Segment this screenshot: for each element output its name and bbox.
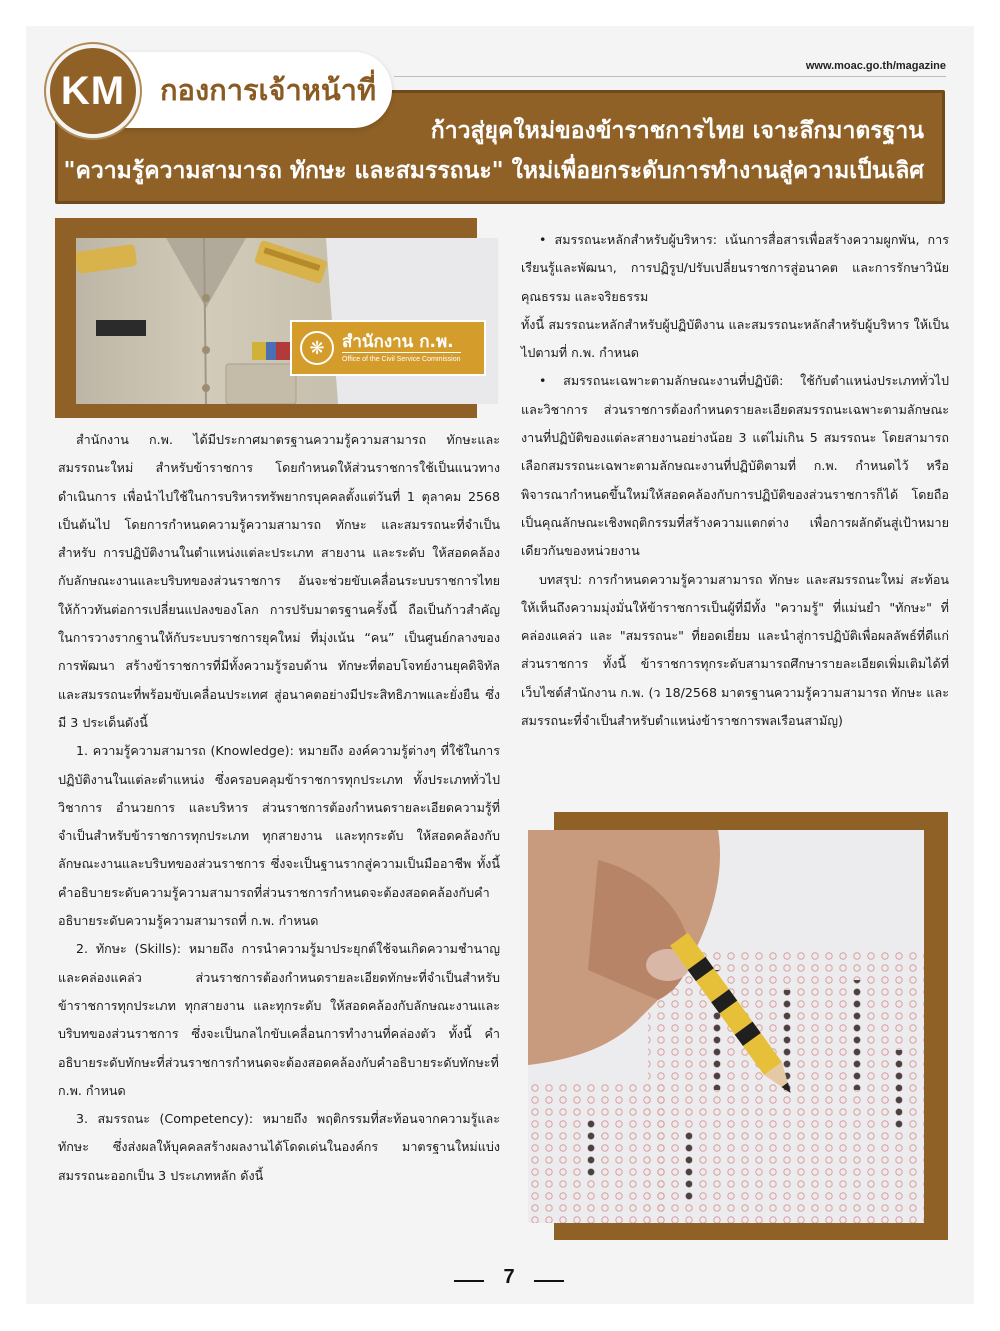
article-title-line2: "ความรู้ความสามารถ ทักษะ และสมรรถนะ" ใหม่เพื่อยกระดับการทำงานสู่ความเป็นเลิศ bbox=[63, 158, 924, 184]
executive-competency-bullet: • สมรรถนะหลักสำหรับผู้บริหาร: เน้นการสื่อสารเพื่อสร้างความผูกพัน, การเรียนรู้และพัฒนา, การปฏิรูป/ปรับเปลี่ยนราชการสู่อนาคต และการรักษาวินัย คุณธรรม และจริยธรรม bbox=[521, 232, 949, 304]
header-divider bbox=[394, 76, 946, 77]
competency-paragraph: 3. สมรรถนะ (Competency): หมายถึง พฤติกรรมที่สะท้อนจากความรู้และทักษะ ซึ่งส่งผลให้บุคคลสร้างผลงานได้โดดเด่นในองค์กร มาตรฐานใหม่แบ่งสมรรถนะออกเป็น 3 ประเภทหลัก ดังนี้ bbox=[58, 1111, 500, 1183]
skills-paragraph: 2. ทักษะ (Skills): หมายถึง การนำความรู้มาประยุกต์ใช้จนเกิดความชำนาญและคล่องแคล่ว ส่วนราชการต้องกำหนดรายละเอียดทักษะที่จำเป็นสำหรับข้าราชการทุกประเภท ทุกสายงาน และทุกระดับ ให้สอดคล้องกับลักษณะงานและบริบทของส่วนราชการ ซึ่งจะเป็นกลไกขับเคลื่อนการทำงานที่คล่องตัว ทั้งนี้ คำอธิบายระดับทักษะที่ส่วนราชการกำหนดจะต้องสอดคล้องกับคำอธิบายระดับทักษะที่ ก.พ. กำหนด bbox=[58, 941, 500, 1098]
department-text: กองการเจ้าหน้าที่ bbox=[160, 73, 377, 107]
functional-competency-bullet: • สมรรถนะเฉพาะตามลักษณะงานที่ปฏิบัติ: ใช้กับตำแหน่งประเภททั่วไป และวิชาการ ส่วนราชการต้องกำหนดรายละเอียดสมรรถนะเฉพาะตามลักษณะงานที่ปฏิบัติของแต่ละสายงานอย่างน้อย 3 แต่ไม่เกิน 5 สมรรถนะ โดยสามารถเลือกสมรรถนะเฉพาะตามลักษณะงานที่ปฏิบัติตามที่ ก.พ. กำหนดไว้ หรือพิจารณากำหนดขึ้นใหม่ให้สอดคล้องกับการปฏิบัติของส่วนราชการก็ได้ โดยถือเป็นคุณลักษณะเชิงพฤติกรรมที่สร้างความแตกต่าง เพื่อการผลักดันสู่เป้าหมายเดียวกันของหน่วยงาน bbox=[521, 373, 949, 559]
ocsc-logo-english: Office of the Civil Service Commission bbox=[342, 352, 461, 365]
article-title-line1: ก้าวสู่ยุคใหม่ของข้าราชการไทย เจาะลึกมาตรฐาน bbox=[430, 118, 924, 144]
ocsc-seal-icon: ❋ bbox=[300, 331, 334, 365]
core-competency-note: ทั้งนี้ สมรรถนะหลักสำหรับผู้ปฏิบัติงาน และสมรรถนะหลักสำหรับผู้บริหาร ให้เป็นไปตามที่ ก.พ. กำหนด bbox=[521, 316, 949, 361]
page-number: 7 bbox=[454, 1266, 564, 1289]
website-url[interactable]: www.moac.go.th/magazine bbox=[805, 60, 946, 72]
department-label bbox=[110, 52, 392, 128]
ocsc-logo bbox=[290, 320, 486, 376]
knowledge-paragraph: 1. ความรู้ความสามารถ (Knowledge): หมายถึง องค์ความรู้ต่างๆ ที่ใช้ในการปฏิบัติงานในแต่ละตำแหน่ง ซึ่งครอบคลุมข้าราชการทุกประเภท ทั้งประเภททั่วไป วิชาการ อำนวยการ และบริหาร ส่วนราชการต้องกำหนดรายละเอียดความรู้ที่จำเป็นสำหรับข้าราชการทุกประเภท ทุกสายงาน และทุกระดับ ให้สอดคล้องกับลักษณะงานและบริบทของส่วนราชการ ซึ่งจะเป็นฐานรากสู่ความเป็นมืออาชีพ ทั้งนี้ คำอธิบายระดับความรู้ความสามารถที่ส่วนราชการกำหนดจะต้องสอดคล้องกับคำอธิบายระดับความรู้ความสามารถที่ ก.พ. กำหนด bbox=[58, 743, 500, 929]
exam-answer-sheet-photo bbox=[528, 830, 924, 1223]
conclusion-paragraph: บทสรุป: การกำหนดความรู้ความสามารถ ทักษะ และสมรรถนะใหม่ สะท้อนให้เห็นถึงความมุ่งมั่นให้ข้าราชการเป็นผู้ที่มีทั้ง "ความรู้" ที่แม่นยำ "ทักษะ" ที่คล่องแคล่ว และ "สมรรถนะ" ที่ยอดเยี่ยม และนำสู่การปฏิบัติเพื่อผลลัพธ์ที่ดีแก่ส่วนราชการ ทั้งนี้ ข้าราชการทุกระดับสามารถศึกษารายละเอียดเพิ่มเติมได้ที่เว็บไซต์สำนักงาน ก.พ. (ว 18/2568 มาตรฐานความรู้ความสามารถ ทักษะ และสมรรถนะที่จำเป็นสำหรับตำแหน่งข้าราชการพลเรือนสามัญ) bbox=[521, 571, 949, 729]
km-badge-text: KM bbox=[60, 68, 126, 113]
right-column-text bbox=[521, 226, 949, 735]
km-badge bbox=[46, 44, 140, 138]
intro-paragraph: สำนักงาน ก.พ. ได้มีประกาศมาตรฐานความรู้ความสามารถ ทักษะและสมรรถนะใหม่ สำหรับข้าราชการ โดยกำหนดให้ส่วนราชการใช้เป็นแนวทางดำเนินการ เพื่อนำไปใช้ในการบริหารทรัพยากรบุคคลตั้งแต่วันที่ 1 ตุลาคม 2568 เป็นต้นไป โดยการกำหนดความรู้ความสามารถ ทักษะ และสมรรถนะที่จำเป็นสำหรับ การปฏิบัติงานในตำแหน่งแต่ละประเภท สายงาน และระดับ ให้สอดคล้องกับลักษณะงานและบริบทของส่วนราชการ อันจะช่วยขับเคลื่อนระบบราชการไทยให้ก้าวทันต่อการเปลี่ยนแปลงของโลก การปรับมาตรฐานครั้งนี้ ถือเป็นก้าวสำคัญในการวางรากฐานให้กับระบบราชการยุคใหม่ ที่มุ่งเน้น “คน” เป็นศูนย์กลางของการพัฒนา สร้างข้าราชการที่มีทั้งความรู้รอบด้าน ทักษะที่ตอบโจทย์งานยุคดิจิทัล และสมรรถนะที่พร้อมขับเคลื่อนประเทศ สู่อนาคตอย่างมีประสิทธิภาพและยั่งยืน ซึ่งมี 3 ประเด็นดังนี้ bbox=[58, 432, 500, 730]
left-column-text bbox=[58, 426, 500, 1190]
ocsc-logo-thai: สำนักงาน ก.พ. bbox=[342, 331, 454, 352]
pencil-answer-sheet-illustration bbox=[528, 830, 924, 1223]
